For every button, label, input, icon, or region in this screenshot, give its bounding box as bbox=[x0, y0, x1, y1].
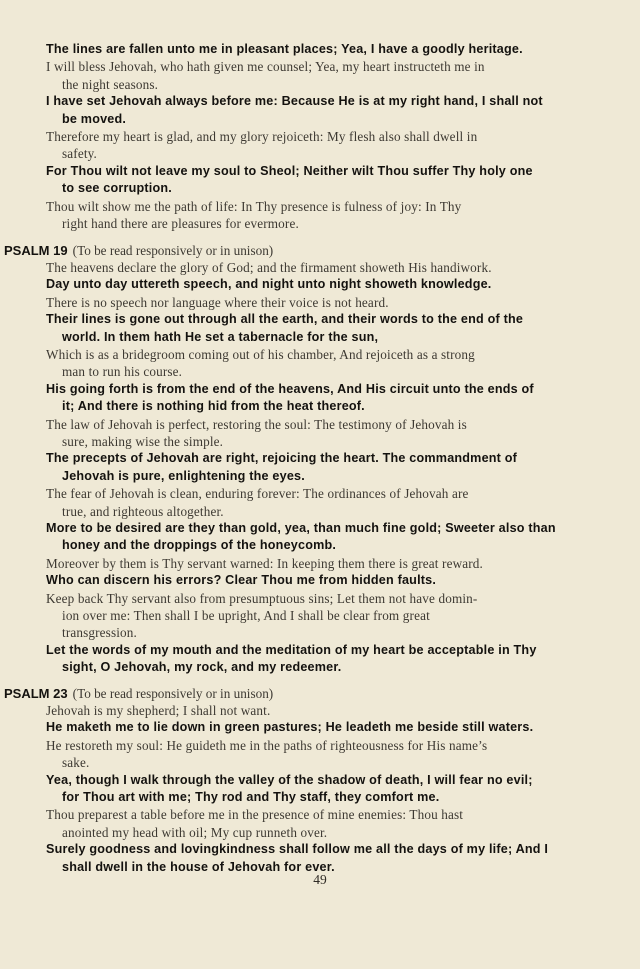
verse-line-responsive: be moved. bbox=[62, 111, 127, 126]
psalm-23-title: PSALM 23 bbox=[4, 686, 68, 701]
verse-line-responsive: Let the words of my mouth and the meditation of my heart be acceptable in Thy bbox=[46, 642, 537, 657]
verse-line-responsive: Who can discern his errors? Clear Thou me from hidden faults. bbox=[46, 573, 437, 588]
verse-line: right hand there are pleasures for evermore. bbox=[62, 216, 299, 231]
verse-line: I will bless Jehovah, who hath given me counsel; Yea, my heart instructeth me in bbox=[46, 59, 485, 75]
verse-line: The heavens declare the glory of God; and the firmament showeth His handiwork. bbox=[46, 260, 492, 275]
verse-line-responsive: More to be desired are they than gold, yea, than much fine gold; Sweeter also than bbox=[46, 521, 556, 535]
psalm-19-heading bbox=[4, 240, 273, 259]
verse-line-responsive: Day unto day uttereth speech, and night unto night showeth knowledge. bbox=[46, 277, 492, 292]
verse-line: Jehovah is my shepherd; I shall not want. bbox=[46, 703, 271, 718]
verse-line: Thou wilt show me the path of life: In Thy presence is fulness of joy: In Thy bbox=[46, 198, 462, 214]
verse-line-responsive: shall dwell in the house of Jehovah for ever. bbox=[62, 859, 335, 874]
verse-line: true, and righteous altogether. bbox=[62, 503, 224, 519]
verse-line-responsive: For Thou wilt not leave my soul to Sheol; Neither wilt Thou suffer Thy holy one bbox=[46, 163, 533, 178]
verse-line: ion over me: Then shall I be upright, And I shall be clear from great bbox=[62, 608, 430, 623]
verse-line: Therefore my heart is glad, and my glory rejoiceth: My flesh also shall dwell in bbox=[46, 129, 478, 144]
verse-line-responsive: world. In them hath He set a tabernacle for the sun, bbox=[62, 329, 379, 344]
verse-line: anointed my head with oil; My cup runneth over. bbox=[62, 824, 328, 840]
verse-line: The law of Jehovah is perfect, restoring the soul: The testimony of Jehovah is bbox=[46, 416, 467, 432]
verse-line: Keep back Thy servant also from presumptuous sins; Let them not have domin- bbox=[46, 590, 478, 606]
verse-line: sure, making wise the simple. bbox=[62, 434, 224, 449]
psalm-23-note: (To be read responsively or in unison) bbox=[72, 686, 274, 701]
verse-line: He restoreth my soul: He guideth me in the paths of righteousness for His name’s bbox=[46, 737, 488, 753]
verse-line: the night seasons. bbox=[62, 76, 159, 92]
verse-line: The fear of Jehovah is clean, enduring forever: The ordinances of Jehovah are bbox=[46, 486, 469, 502]
verse-line-responsive: Yea, though I walk through the valley of the shadow of death, I will fear no evil; bbox=[46, 772, 533, 787]
verse-line: Which is as a bridegroom coming out of his chamber, And rejoiceth as a strong bbox=[46, 347, 475, 362]
verse-line-responsive: it; And there is nothing hid from the heat thereof. bbox=[62, 399, 365, 414]
verse-line: man to run his course. bbox=[62, 364, 183, 380]
verse-line-responsive: I have set Jehovah always before me: Because He is at my right hand, I shall not bbox=[46, 94, 543, 109]
verse-line: Thou preparest a table before me in the presence of mine enemies: Thou hast bbox=[46, 807, 464, 823]
verse-line-responsive: for Thou art with me; Thy rod and Thy staff, they comfort me. bbox=[62, 790, 440, 804]
psalm-19-note: (To be read responsively or in unison) bbox=[72, 243, 274, 258]
psalm-23-heading bbox=[4, 683, 273, 702]
verse-line-responsive: His going forth is from the end of the heavens, And His circuit unto the ends of bbox=[46, 381, 534, 396]
verse-line-responsive: honey and the droppings of the honeycomb. bbox=[62, 538, 337, 553]
verse-line-responsive: The precepts of Jehovah are right, rejoicing the heart. The commandment of bbox=[46, 451, 518, 466]
psalm-19-title: PSALM 19 bbox=[4, 243, 68, 258]
verse-line: Moreover by them is Thy servant warned: In keeping them there is great reward. bbox=[46, 555, 483, 571]
verse-line-responsive: The lines are fallen unto me in pleasant places; Yea, I have a goodly heritage. bbox=[46, 42, 523, 56]
verse-line: safety. bbox=[62, 146, 97, 162]
verse-line-responsive: He maketh me to lie down in green pastures; He leadeth me beside still waters. bbox=[46, 720, 534, 735]
verse-line: transgression. bbox=[62, 625, 137, 641]
verse-line-responsive: to see corruption. bbox=[62, 181, 172, 196]
verse-line-responsive: Their lines is gone out through all the earth, and their words to the end of the bbox=[46, 312, 524, 327]
verse-line: sake. bbox=[62, 755, 90, 771]
verse-line: There is no speech nor language where their voice is not heard. bbox=[46, 294, 389, 310]
verse-line-responsive: sight, O Jehovah, my rock, and my redeemer. bbox=[62, 660, 342, 675]
verse-line-responsive: Jehovah is pure, enlightening the eyes. bbox=[62, 468, 305, 483]
verse-line-responsive: Surely goodness and lovingkindness shall follow me all the days of my life; And I bbox=[46, 842, 549, 857]
page-number: 49 bbox=[313, 872, 327, 887]
